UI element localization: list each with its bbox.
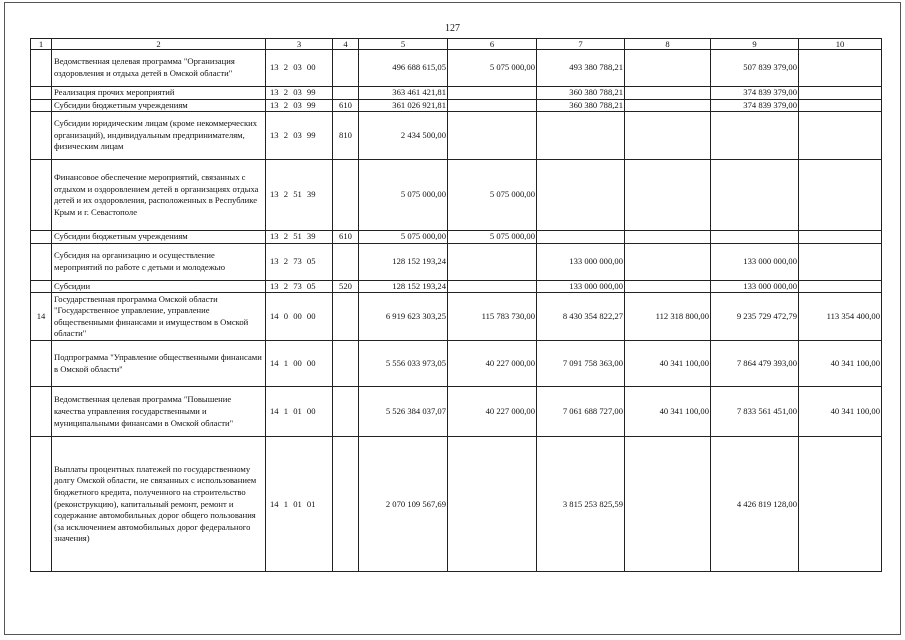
row-amount: 5 075 000,00 [448, 231, 537, 244]
row-expense-type [333, 341, 359, 387]
row-amount: 507 839 379,00 [711, 50, 799, 87]
row-amount: 7 091 758 363,00 [537, 341, 625, 387]
row-expense-type [333, 160, 359, 231]
row-amount [625, 99, 711, 112]
row-amount: 5 526 384 037,07 [359, 387, 448, 437]
row-amount [625, 112, 711, 160]
row-amount: 7 864 479 393,00 [711, 341, 799, 387]
row-index [31, 87, 52, 100]
row-amount: 5 556 033 973,05 [359, 341, 448, 387]
header-cell: 4 [333, 39, 359, 50]
row-name: Реализация прочих мероприятий [52, 87, 266, 100]
row-expense-type: 610 [333, 231, 359, 244]
row-amount [625, 437, 711, 572]
row-amount [537, 231, 625, 244]
row-amount [537, 160, 625, 231]
row-amount: 361 026 921,81 [359, 99, 448, 112]
row-expense-type [333, 387, 359, 437]
row-amount [537, 112, 625, 160]
row-name: Субсидии [52, 280, 266, 293]
header-cell: 2 [52, 39, 266, 50]
table-row [31, 280, 882, 293]
table-row [31, 231, 882, 244]
table-row [31, 341, 882, 387]
row-amount [799, 99, 882, 112]
row-amount: 3 815 253 825,59 [537, 437, 625, 572]
header-cell: 1 [31, 39, 52, 50]
row-amount: 374 839 379,00 [711, 99, 799, 112]
row-amount: 133 000 000,00 [711, 243, 799, 280]
row-code: 14 1 00 00 [266, 341, 333, 387]
row-expense-type [333, 87, 359, 100]
row-expense-type [333, 243, 359, 280]
row-amount [625, 280, 711, 293]
row-amount [799, 437, 882, 572]
row-name: Субсидии бюджетным учреждениям [52, 99, 266, 112]
row-amount: 7 061 688 727,00 [537, 387, 625, 437]
row-index [31, 243, 52, 280]
row-amount: 128 152 193,24 [359, 280, 448, 293]
row-name: Финансовое обеспечение мероприятий, связанных с отдыхом и оздоровлением детей в организациях отдыха детей и их оздоровления, расположенных в Республике Крым и г. Севастополе [52, 160, 266, 231]
table-row [31, 50, 882, 87]
row-amount [799, 280, 882, 293]
table-row [31, 160, 882, 231]
row-amount [448, 87, 537, 100]
row-amount [711, 112, 799, 160]
row-amount: 133 000 000,00 [537, 280, 625, 293]
row-name: Подпрограмма "Управление общественными финансами в Омской области" [52, 341, 266, 387]
row-amount: 9 235 729 472,79 [711, 293, 799, 341]
row-index [31, 387, 52, 437]
row-amount: 40 341 100,00 [625, 387, 711, 437]
row-amount: 133 000 000,00 [711, 280, 799, 293]
row-amount: 5 075 000,00 [359, 160, 448, 231]
table-row [31, 243, 882, 280]
row-amount: 113 354 400,00 [799, 293, 882, 341]
row-expense-type: 610 [333, 99, 359, 112]
row-index: 14 [31, 293, 52, 341]
row-name: Субсидии юридическим лицам (кроме некоммерческих организаций), индивидуальным предпринимателям, физическим лицам [52, 112, 266, 160]
row-amount: 496 688 615,05 [359, 50, 448, 87]
row-amount: 2 070 109 567,69 [359, 437, 448, 572]
row-amount [799, 87, 882, 100]
row-code: 13 2 51 39 [266, 231, 333, 244]
row-code: 13 2 51 39 [266, 160, 333, 231]
row-code: 13 2 03 99 [266, 112, 333, 160]
row-amount: 40 227 000,00 [448, 341, 537, 387]
row-amount [625, 50, 711, 87]
table-row [31, 99, 882, 112]
row-amount [448, 112, 537, 160]
row-code: 14 0 00 00 [266, 293, 333, 341]
header-cell: 7 [537, 39, 625, 50]
row-amount [625, 160, 711, 231]
row-code: 13 2 03 99 [266, 87, 333, 100]
header-cell: 8 [625, 39, 711, 50]
row-code: 13 2 73 05 [266, 280, 333, 293]
row-amount: 493 380 788,21 [537, 50, 625, 87]
row-amount [625, 231, 711, 244]
row-code: 13 2 03 00 [266, 50, 333, 87]
row-amount [625, 243, 711, 280]
row-amount [711, 231, 799, 244]
row-amount: 112 318 800,00 [625, 293, 711, 341]
row-amount [799, 50, 882, 87]
row-amount: 40 341 100,00 [799, 341, 882, 387]
row-amount: 5 075 000,00 [448, 160, 537, 231]
row-index [31, 437, 52, 572]
row-code: 14 1 01 01 [266, 437, 333, 572]
row-amount [799, 160, 882, 231]
row-amount: 40 227 000,00 [448, 387, 537, 437]
row-amount [711, 160, 799, 231]
row-index [31, 231, 52, 244]
row-code: 13 2 73 05 [266, 243, 333, 280]
header-row [31, 39, 882, 50]
row-amount: 128 152 193,24 [359, 243, 448, 280]
row-amount [448, 99, 537, 112]
row-amount: 115 783 730,00 [448, 293, 537, 341]
row-expense-type [333, 437, 359, 572]
row-amount: 7 833 561 451,00 [711, 387, 799, 437]
row-amount: 40 341 100,00 [799, 387, 882, 437]
row-name: Выплаты процентных платежей по государственному долгу Омской области, не связанных с использованием бюджетного кредита, полученного на строительство (реконструкцию), капитальный ремонт, ремонт и содержание автомобильных дорог общего пользования (за исключением автомобильных дорог федерального значения) [52, 437, 266, 572]
row-expense-type: 520 [333, 280, 359, 293]
row-index [31, 112, 52, 160]
header-cell: 5 [359, 39, 448, 50]
row-amount [625, 87, 711, 100]
row-amount: 360 380 788,21 [537, 87, 625, 100]
row-amount [448, 437, 537, 572]
row-amount [799, 231, 882, 244]
row-index [31, 160, 52, 231]
row-amount: 40 341 100,00 [625, 341, 711, 387]
page-number: 127 [445, 23, 460, 34]
row-name: Государственная программа Омской области "Государственное управление, управление общественными финансами и имуществом в Омской области" [52, 293, 266, 341]
table-row [31, 387, 882, 437]
header-cell: 10 [799, 39, 882, 50]
table-row [31, 112, 882, 160]
row-expense-type: 810 [333, 112, 359, 160]
row-code: 14 1 01 00 [266, 387, 333, 437]
row-amount: 133 000 000,00 [537, 243, 625, 280]
row-amount: 6 919 623 303,25 [359, 293, 448, 341]
budget-table [30, 38, 882, 572]
row-name: Субсидии бюджетным учреждениям [52, 231, 266, 244]
table-row [31, 293, 882, 341]
row-amount [799, 243, 882, 280]
row-index [31, 280, 52, 293]
row-amount: 5 075 000,00 [448, 50, 537, 87]
row-amount [799, 112, 882, 160]
row-name: Ведомственная целевая программа "Организация оздоровления и отдыха детей в Омской области" [52, 50, 266, 87]
row-amount [448, 243, 537, 280]
header-cell: 6 [448, 39, 537, 50]
row-amount: 360 380 788,21 [537, 99, 625, 112]
table-row [31, 87, 882, 100]
row-expense-type [333, 50, 359, 87]
header-cell: 3 [266, 39, 333, 50]
row-amount: 4 426 819 128,00 [711, 437, 799, 572]
row-amount: 8 430 354 822,27 [537, 293, 625, 341]
row-index [31, 99, 52, 112]
row-index [31, 341, 52, 387]
table-row [31, 437, 882, 572]
row-index [31, 50, 52, 87]
row-amount: 5 075 000,00 [359, 231, 448, 244]
row-expense-type [333, 293, 359, 341]
row-code: 13 2 03 99 [266, 99, 333, 112]
row-amount: 363 461 421,81 [359, 87, 448, 100]
row-amount [448, 280, 537, 293]
row-amount: 374 839 379,00 [711, 87, 799, 100]
header-cell: 9 [711, 39, 799, 50]
row-name: Ведомственная целевая программа "Повышение качества управления государственными и муниципальными финансами в Омской области" [52, 387, 266, 437]
row-name: Субсидия на организацию и осуществление мероприятий по работе с детьми и молодежью [52, 243, 266, 280]
row-amount: 2 434 500,00 [359, 112, 448, 160]
